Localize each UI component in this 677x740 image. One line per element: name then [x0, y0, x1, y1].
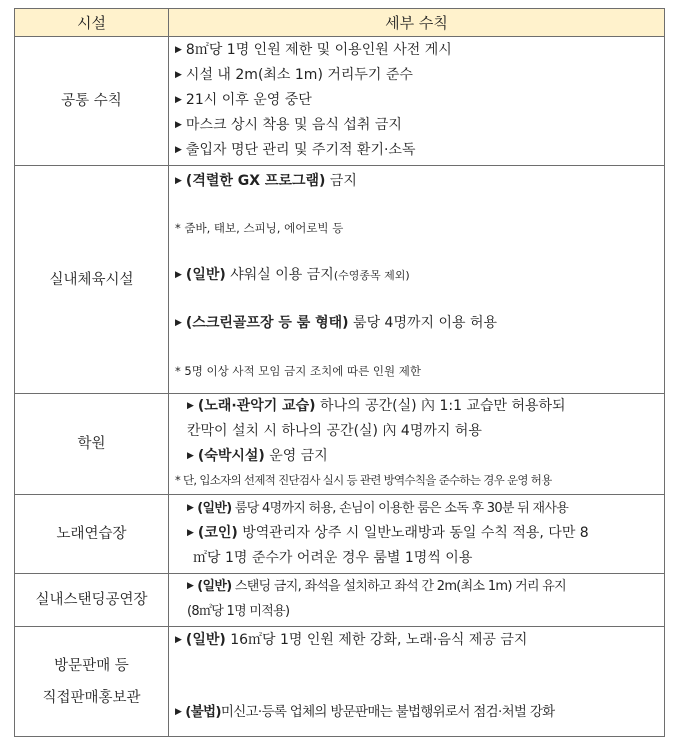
facility-line: 방문판매 등: [54, 657, 129, 674]
table-row: [15, 394, 665, 495]
facility-line: 직접판매홍보관: [42, 689, 141, 706]
header-facility: 시설: [15, 9, 169, 37]
list-item: ▶ 출입자 명단 관리 및 주기적 환기·소독: [175, 142, 416, 158]
list-item-continuation: 칸막이 설치 시 하나의 공간(실) 內 4명까지 허용: [187, 423, 482, 439]
bullet-triangle-icon: ▶: [175, 120, 182, 130]
details-cell: [169, 37, 665, 166]
bullet-triangle-icon: ▶: [175, 635, 182, 645]
list-item: ▶ 21시 이후 운영 중단: [175, 92, 312, 108]
list-item: ▶ (노래·관악기 교습) 하나의 공간(실) 內 1:1 교습만 허용하되: [187, 398, 566, 414]
bullet-triangle-icon: ▶: [187, 451, 194, 461]
note-text: * 줌바, 태보, 스피닝, 에어로빅 등: [175, 221, 344, 235]
list-item-continuation: (8㎡당 1명 미적용): [187, 604, 290, 619]
header-row: [15, 9, 665, 37]
bullet-triangle-icon: ▶: [175, 318, 182, 328]
table-row: [15, 574, 665, 627]
header-details: 세부 수칙: [169, 9, 665, 37]
bullet-triangle-icon: ▶: [187, 401, 194, 411]
list-item: ▶ 마스크 상시 착용 및 음식 섭취 금지: [175, 117, 402, 133]
facility-cell: 노래연습장: [15, 495, 169, 574]
table-row: [15, 627, 665, 737]
bullet-triangle-icon: ▶: [175, 95, 182, 105]
list-item: ▶ (불법)미신고·등록 업체의 방문판매는 불법행위로서 점검·처벌 강화: [175, 704, 555, 720]
facility-cell: [15, 627, 169, 737]
bullet-triangle-icon: ▶: [187, 528, 194, 538]
list-item: ▶ (일반) 스탠딩 금지, 좌석을 설치하고 좌석 간 2m(최소 1m) 거리 유지: [187, 579, 567, 594]
facility-cell: 공통 수칙: [15, 37, 169, 166]
list-item: ▶ (격렬한 GX 프로그램) 금지: [175, 173, 357, 189]
bullet-triangle-icon: ▶: [175, 70, 182, 80]
details-cell: [169, 166, 665, 394]
list-item: ▶ 8㎡당 1명 인원 제한 및 이용인원 사전 게시: [175, 42, 452, 58]
rules-table: [14, 8, 665, 737]
facility-cell: 학원: [15, 394, 169, 495]
list-item: ▶ (일반) 룸당 4명까지 허용, 손님이 이용한 룸은 소독 후 30분 뒤 재사용: [187, 501, 569, 516]
details-cell: [169, 495, 665, 574]
facility-cell: 실내체육시설: [15, 166, 169, 394]
list-item: ▶ (숙박시설) 운영 금지: [187, 448, 328, 464]
note-text: * 단, 입소자의 선제적 진단검사 실시 등 관련 방역수칙을 준수하는 경우 운영 허용: [175, 473, 552, 487]
rules-table-wrapper: [14, 8, 664, 737]
bullet-triangle-icon: ▶: [187, 503, 194, 513]
facility-cell: 실내스탠딩공연장: [15, 574, 169, 627]
bullet-triangle-icon: ▶: [175, 45, 182, 55]
note-text: * 5명 이상 사적 모임 금지 조치에 따른 인원 제한: [175, 364, 421, 378]
list-item: ▶ (스크린골프장 등 룸 형태) 룸당 4명까지 이용 허용: [175, 315, 498, 331]
details-cell: [169, 394, 665, 495]
table-row: [15, 166, 665, 394]
bullet-triangle-icon: ▶: [175, 270, 182, 280]
list-item: ▶ (일반) 샤워실 이용 금지(수영종목 제외): [175, 267, 410, 283]
list-item: ▶ 시설 내 2m(최소 1m) 거리두기 준수: [175, 67, 413, 83]
bullet-triangle-icon: ▶: [187, 581, 194, 591]
list-item-continuation: ㎡당 1명 준수가 어려운 경우 룸별 1명씩 이용: [193, 550, 473, 566]
table-row: [15, 37, 665, 166]
details-cell: [169, 574, 665, 627]
details-cell: [169, 627, 665, 737]
list-item: ▶ (일반) 16㎡당 1명 인원 제한 강화, 노래·음식 제공 금지: [175, 632, 528, 648]
bullet-triangle-icon: ▶: [175, 145, 182, 155]
bullet-triangle-icon: ▶: [175, 176, 182, 186]
bullet-triangle-icon: ▶: [175, 707, 182, 717]
table-row: [15, 495, 665, 574]
list-item: ▶ (코인) 방역관리자 상주 시 일반노래방과 동일 수칙 적용, 다만 8: [187, 525, 589, 541]
